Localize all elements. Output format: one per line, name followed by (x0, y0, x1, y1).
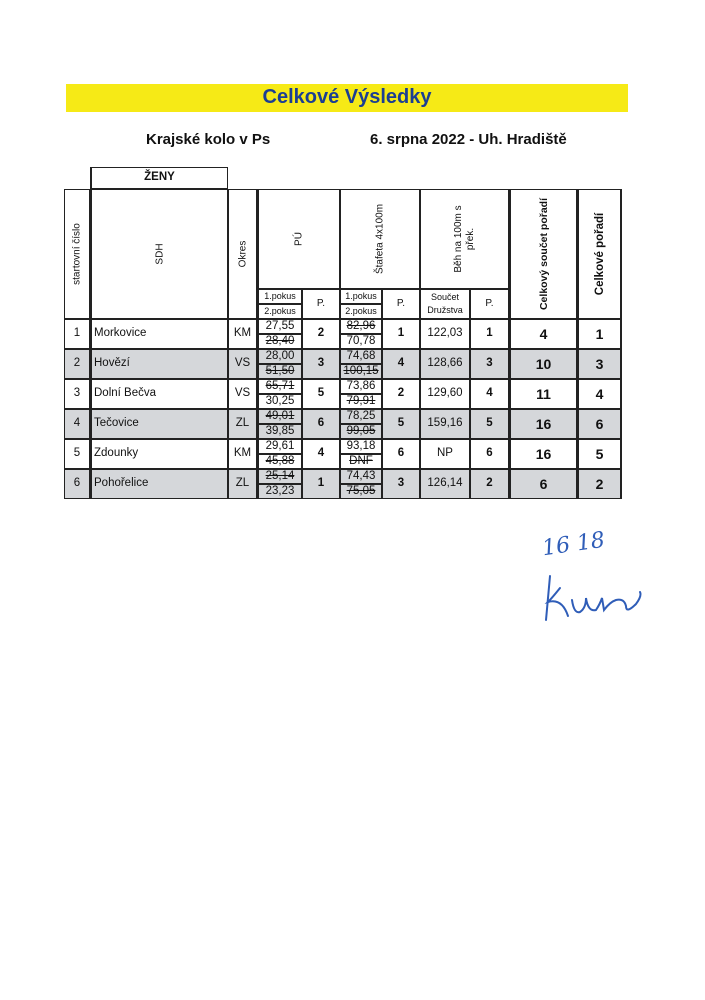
pu-attempt1: 25,14 (265, 470, 295, 482)
col-label-okres: Okres (237, 240, 248, 268)
pu-place-cell (302, 319, 340, 349)
team-name: Morkovice (94, 327, 147, 339)
beh-cell (420, 469, 470, 499)
beh-cell (420, 409, 470, 439)
st-place-cell (382, 469, 420, 499)
pu-place: 1 (317, 477, 325, 489)
st-place: 4 (397, 357, 405, 369)
st-attempt1-cell (340, 319, 382, 334)
district-cell (228, 319, 258, 349)
st-attempt1: 82,96 (346, 320, 376, 332)
team-cell (90, 349, 228, 379)
beh-sum: 159,16 (427, 417, 463, 429)
beh-place-cell (470, 409, 510, 439)
sum-value: 6 (539, 476, 548, 492)
st-place-cell (382, 439, 420, 469)
pu-place-cell (302, 409, 340, 439)
rank-cell (578, 379, 622, 409)
pu-attempt1: 29,61 (265, 440, 295, 452)
pu-place: 3 (317, 357, 325, 369)
col-header-stafeta (340, 189, 420, 289)
subhead-label: P. (316, 298, 326, 309)
rank-value: 4 (595, 386, 604, 402)
beh-place: 6 (486, 447, 493, 459)
beh-cell (420, 379, 470, 409)
district: ZL (235, 417, 250, 429)
start-no: 4 (73, 417, 81, 429)
team-name: Hovězí (94, 357, 130, 369)
col-header-overall (578, 189, 622, 319)
beh-sum: 129,60 (427, 387, 463, 399)
col-header-beh (420, 189, 510, 289)
start-no-cell (64, 319, 90, 349)
category-label: ŽENY (144, 171, 175, 183)
pu-attempt1: 49,01 (265, 410, 295, 422)
pu-place: 4 (317, 447, 325, 459)
st-attempt1-cell (340, 439, 382, 454)
st-attempt2: DNF (349, 455, 373, 467)
pu-place: 2 (317, 327, 325, 339)
team-name: Tečovice (94, 417, 139, 429)
subhead-label: 1.pokus (264, 291, 296, 301)
beh-place-cell (470, 349, 510, 379)
start-no-cell (64, 379, 90, 409)
pu-attempt1-cell (258, 349, 302, 364)
st-attempt2-cell (340, 454, 382, 469)
sum-value: 16 (535, 416, 552, 432)
st-place-cell (382, 319, 420, 349)
district: VS (234, 357, 251, 369)
pu-attempt1: 28,00 (265, 350, 295, 362)
st-attempt2: 100,15 (343, 365, 379, 377)
pu-place-cell (302, 469, 340, 499)
team-name: Pohořelice (94, 477, 149, 489)
pu-attempt2: 45,88 (265, 455, 295, 467)
st-place: 5 (397, 417, 405, 429)
pu-attempt1: 65,71 (265, 380, 295, 392)
rank-cell (578, 469, 622, 499)
beh-sum: 126,14 (427, 477, 463, 489)
start-no: 5 (73, 447, 81, 459)
sum-value: 11 (536, 386, 551, 402)
start-no-cell (64, 469, 90, 499)
beh-sum: 122,03 (427, 327, 463, 339)
col-header-okres (228, 189, 258, 319)
district: ZL (235, 477, 250, 489)
date-place: 6. srpna 2022 - Uh. Hradiště (370, 131, 567, 148)
sum-cell (510, 469, 578, 499)
st-place: 1 (397, 327, 405, 339)
pu-attempt2: 23,23 (265, 485, 295, 497)
pu-attempt1-cell (258, 409, 302, 424)
pu-attempt2: 28,40 (265, 335, 295, 347)
pu-attempt2-cell (258, 424, 302, 439)
subhead-beh-place (470, 289, 510, 319)
subhead-label: P. (485, 298, 494, 309)
beh-sum: NP (437, 447, 453, 459)
st-attempt2-cell (340, 364, 382, 379)
subhead-team-sum (420, 289, 470, 319)
pu-attempt1-cell (258, 439, 302, 454)
rank-cell (578, 349, 622, 379)
beh-place: 1 (486, 327, 493, 339)
subhead-st-attempt1 (340, 289, 382, 304)
pu-place-cell (302, 439, 340, 469)
subhead-st-attempt2 (340, 304, 382, 319)
rank-value: 5 (595, 446, 604, 462)
st-attempt2-cell (340, 394, 382, 409)
beh-place: 2 (486, 477, 493, 489)
beh-cell (420, 439, 470, 469)
pu-attempt1: 27,55 (265, 320, 295, 332)
rank-value: 6 (595, 416, 604, 432)
start-no-cell (64, 349, 90, 379)
st-place: 3 (397, 477, 405, 489)
beh-cell (420, 349, 470, 379)
team-name: Zdounky (94, 447, 139, 459)
pu-attempt2-cell (258, 394, 302, 409)
district: KM (233, 327, 252, 339)
st-attempt2-cell (340, 424, 382, 439)
team-cell (90, 409, 228, 439)
sum-cell (510, 439, 578, 469)
st-attempt2: 79,91 (346, 395, 376, 407)
st-attempt2: 70,78 (346, 335, 376, 347)
beh-place-cell (470, 379, 510, 409)
pu-place-cell (302, 349, 340, 379)
subhead-pu-attempt1 (258, 289, 302, 304)
st-place-cell (382, 379, 420, 409)
pu-attempt2: 51,50 (265, 365, 295, 377)
col-header-sum (510, 189, 578, 319)
pu-place: 5 (317, 387, 325, 399)
pu-attempt2-cell (258, 454, 302, 469)
start-no: 1 (73, 327, 81, 339)
rank-value: 3 (595, 356, 604, 372)
pu-attempt1-cell (258, 379, 302, 394)
rank-cell (578, 439, 622, 469)
district-cell (228, 469, 258, 499)
st-place-cell (382, 349, 420, 379)
sum-cell (510, 349, 578, 379)
col-label-beh: Běh na 100m s přek. (452, 205, 476, 273)
pu-attempt2-cell (258, 484, 302, 499)
start-no: 3 (73, 387, 81, 399)
st-attempt1: 73,86 (346, 380, 376, 392)
category-header (90, 167, 228, 189)
start-no-cell (64, 409, 90, 439)
st-attempt2: 99,05 (346, 425, 376, 437)
rank-cell (578, 319, 622, 349)
col-label-sum: Celkový součet pořadí (537, 197, 550, 311)
district-cell (228, 349, 258, 379)
st-attempt1: 78,25 (346, 410, 376, 422)
sum-cell (510, 379, 578, 409)
sum-value: 4 (539, 326, 548, 342)
beh-place-cell (470, 319, 510, 349)
team-name: Dolní Bečva (94, 387, 157, 399)
pu-place: 6 (317, 417, 325, 429)
beh-place-cell (470, 469, 510, 499)
st-attempt1-cell (340, 349, 382, 364)
col-label-start-no: startovní číslo (71, 223, 83, 285)
team-cell (90, 319, 228, 349)
col-label-overall: Celkové pořadí (593, 212, 606, 296)
rank-value: 2 (595, 476, 604, 492)
pu-place-cell (302, 379, 340, 409)
st-attempt1: 74,43 (346, 470, 376, 482)
start-no: 6 (73, 477, 81, 489)
subhead-pu-attempt2 (258, 304, 302, 319)
subhead-st-place (382, 289, 420, 319)
subhead-label: 2.pokus (345, 306, 377, 316)
pu-attempt2: 30,25 (265, 395, 295, 407)
pu-attempt1-cell (258, 469, 302, 484)
subhead-label: 2.pokus (264, 306, 296, 316)
st-place: 6 (397, 447, 405, 459)
sum-value: 16 (535, 446, 552, 462)
subhead-label: Součet (430, 292, 460, 302)
subhead-pu-place (302, 289, 340, 319)
col-label-sdh: SDH (154, 243, 165, 265)
competition-name: Krajské kolo v Ps (146, 131, 271, 148)
col-header-pu (258, 189, 340, 289)
rank-value: 1 (595, 326, 604, 342)
start-no-cell (64, 439, 90, 469)
start-no: 2 (73, 357, 81, 369)
team-cell (90, 469, 228, 499)
beh-place: 4 (486, 387, 493, 399)
sum-cell (510, 409, 578, 439)
st-place-cell (382, 409, 420, 439)
subhead-label: P. (396, 298, 406, 309)
rank-cell (578, 409, 622, 439)
beh-place: 3 (486, 357, 493, 369)
st-attempt2-cell (340, 334, 382, 349)
st-attempt1: 93,18 (346, 440, 376, 452)
st-attempt1-cell (340, 469, 382, 484)
pu-attempt2: 39,85 (265, 425, 295, 437)
team-cell (90, 439, 228, 469)
sum-value: 10 (535, 356, 552, 372)
district: KM (233, 447, 252, 459)
handwritten-annotation (540, 528, 650, 628)
col-header-sdh (90, 189, 228, 319)
beh-cell (420, 319, 470, 349)
district-cell (228, 439, 258, 469)
subhead-label: 1.pokus (345, 291, 377, 301)
pu-attempt2-cell (258, 334, 302, 349)
pu-attempt2-cell (258, 364, 302, 379)
st-attempt1: 74,68 (346, 350, 376, 362)
st-attempt2-cell (340, 484, 382, 499)
district-cell (228, 379, 258, 409)
col-header-start-no (64, 189, 90, 319)
pu-attempt1-cell (258, 319, 302, 334)
title-banner (66, 84, 628, 112)
team-cell (90, 379, 228, 409)
district: VS (234, 387, 251, 399)
beh-sum: 128,66 (427, 357, 463, 369)
subhead-label: Družstva (427, 305, 463, 315)
col-label-pu: PÚ (293, 232, 305, 246)
page-title: Celkové Výsledky (262, 86, 432, 108)
sum-cell (510, 319, 578, 349)
beh-place: 5 (486, 417, 493, 429)
st-attempt2: 75,05 (346, 485, 376, 497)
handwritten-time: 16 18 (540, 527, 607, 562)
district-cell (228, 409, 258, 439)
st-attempt1-cell (340, 379, 382, 394)
st-attempt1-cell (340, 409, 382, 424)
st-place: 2 (397, 387, 405, 399)
signature-icon (540, 568, 650, 628)
beh-place-cell (470, 439, 510, 469)
col-label-stafeta: Štafeta 4x100m (374, 203, 386, 275)
